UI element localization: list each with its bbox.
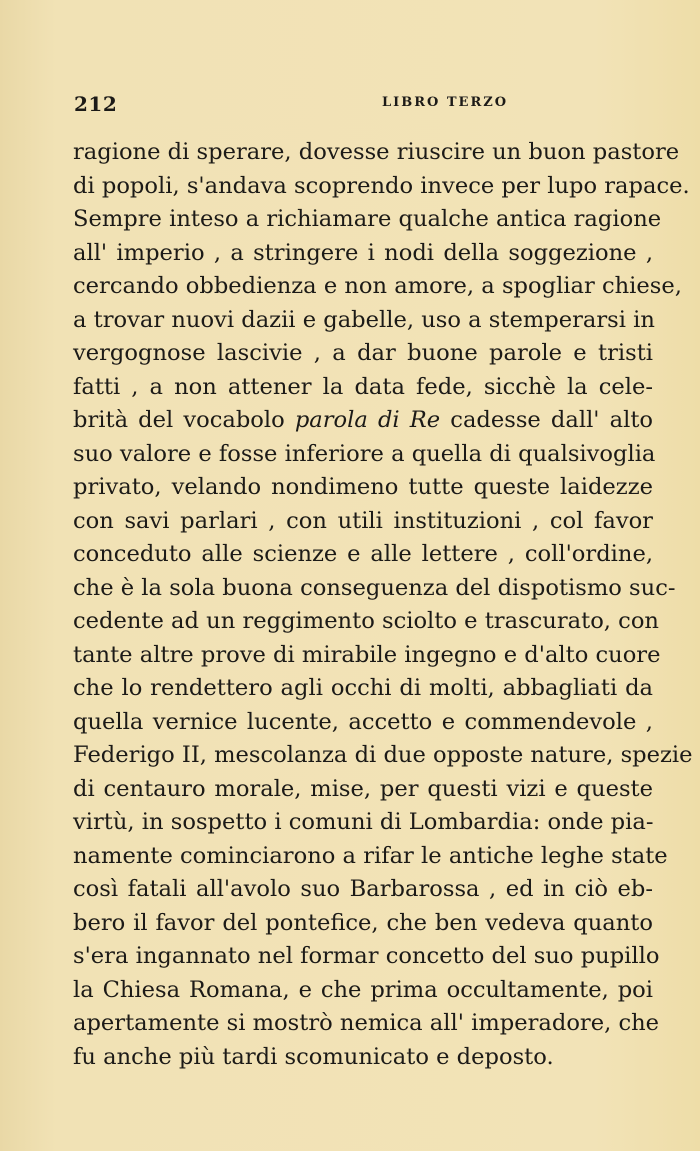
text-line: privato, velando nondimeno tutte queste laidezze <box>73 474 653 500</box>
page-header <box>74 92 652 116</box>
text-line: vergognose lascivie , a dar buone parole e tristi <box>73 340 653 366</box>
text-line: così fatali all'avolo suo Barbarossa , ed in ciò eb- <box>73 876 653 902</box>
text-segment: brità del vocabolo <box>73 407 295 433</box>
text-line: Federigo II, mescolanza di due opposte nature, spezie <box>73 742 693 768</box>
text-line: conceduto alle scienze e alle lettere , coll'ordine, <box>73 541 653 567</box>
text-line-with-italic <box>73 404 653 438</box>
text-line: namente cominciarono a rifar le antiche leghe state <box>73 842 668 869</box>
text-line: virtù, in sospetto i comuni di Lombardia: onde pia- <box>73 809 654 835</box>
text-line: cedente ad un reggimento sciolto e trascurato, con <box>73 608 659 634</box>
text-segment: cadesse dall' alto <box>440 407 654 433</box>
text-line: bero il favor del pontefice, che ben vedeva quanto <box>73 909 653 936</box>
text-line: apertamente si mostrò nemica all' imperadore, che <box>73 1010 660 1036</box>
text-line: la Chiesa Romana, e che prima occultamente, poi <box>73 976 653 1003</box>
text-line: cercando obbedienza e non amore, a spogliar chiese, <box>73 273 682 299</box>
text-line: Sempre inteso a richiamare qualche antica ragione <box>73 206 662 232</box>
text-line: a trovar nuovi dazii e gabelle, uso a stemperarsi in <box>73 306 655 333</box>
text-line: fatti , a non attener la data fede, sicchè la cele- <box>73 373 653 400</box>
text-line: s'era ingannato nel formar concetto del suo pupillo <box>73 943 660 969</box>
text-line: suo valore e fosse inferiore a quella di qualsivoglia <box>73 440 656 467</box>
text-line: quella vernice lucente, accetto e commendevole , <box>73 708 653 735</box>
text-line: all' imperio , a stringere i nodi della soggezione , <box>73 239 653 266</box>
text-line: ragione di sperare, dovesse riuscire un buon pastore <box>73 139 680 165</box>
text-line: fu anche più tardi scomunicato e deposto. <box>73 1043 554 1070</box>
italic-phrase: parola di Re <box>294 407 441 433</box>
text-line: con savi parlari , con utili instituzioni , col favor <box>73 507 653 534</box>
text-line: di centauro morale, mise, per questi vizi e queste <box>73 775 653 802</box>
text-line: di popoli, s'andava scoprendo invece per lupo rapace. <box>73 172 690 199</box>
text-line: tante altre prove di mirabile ingegno e d'alto cuore <box>73 641 661 668</box>
running-head: LIBRO TERZO <box>382 95 509 110</box>
text-line: che è la sola buona conseguenza del dispotismo suc- <box>73 574 676 601</box>
body-text <box>73 136 693 1074</box>
text-line: che lo rendettero agli occhi di molti, abbagliati da <box>73 675 653 701</box>
page-number: 212 <box>74 92 118 116</box>
